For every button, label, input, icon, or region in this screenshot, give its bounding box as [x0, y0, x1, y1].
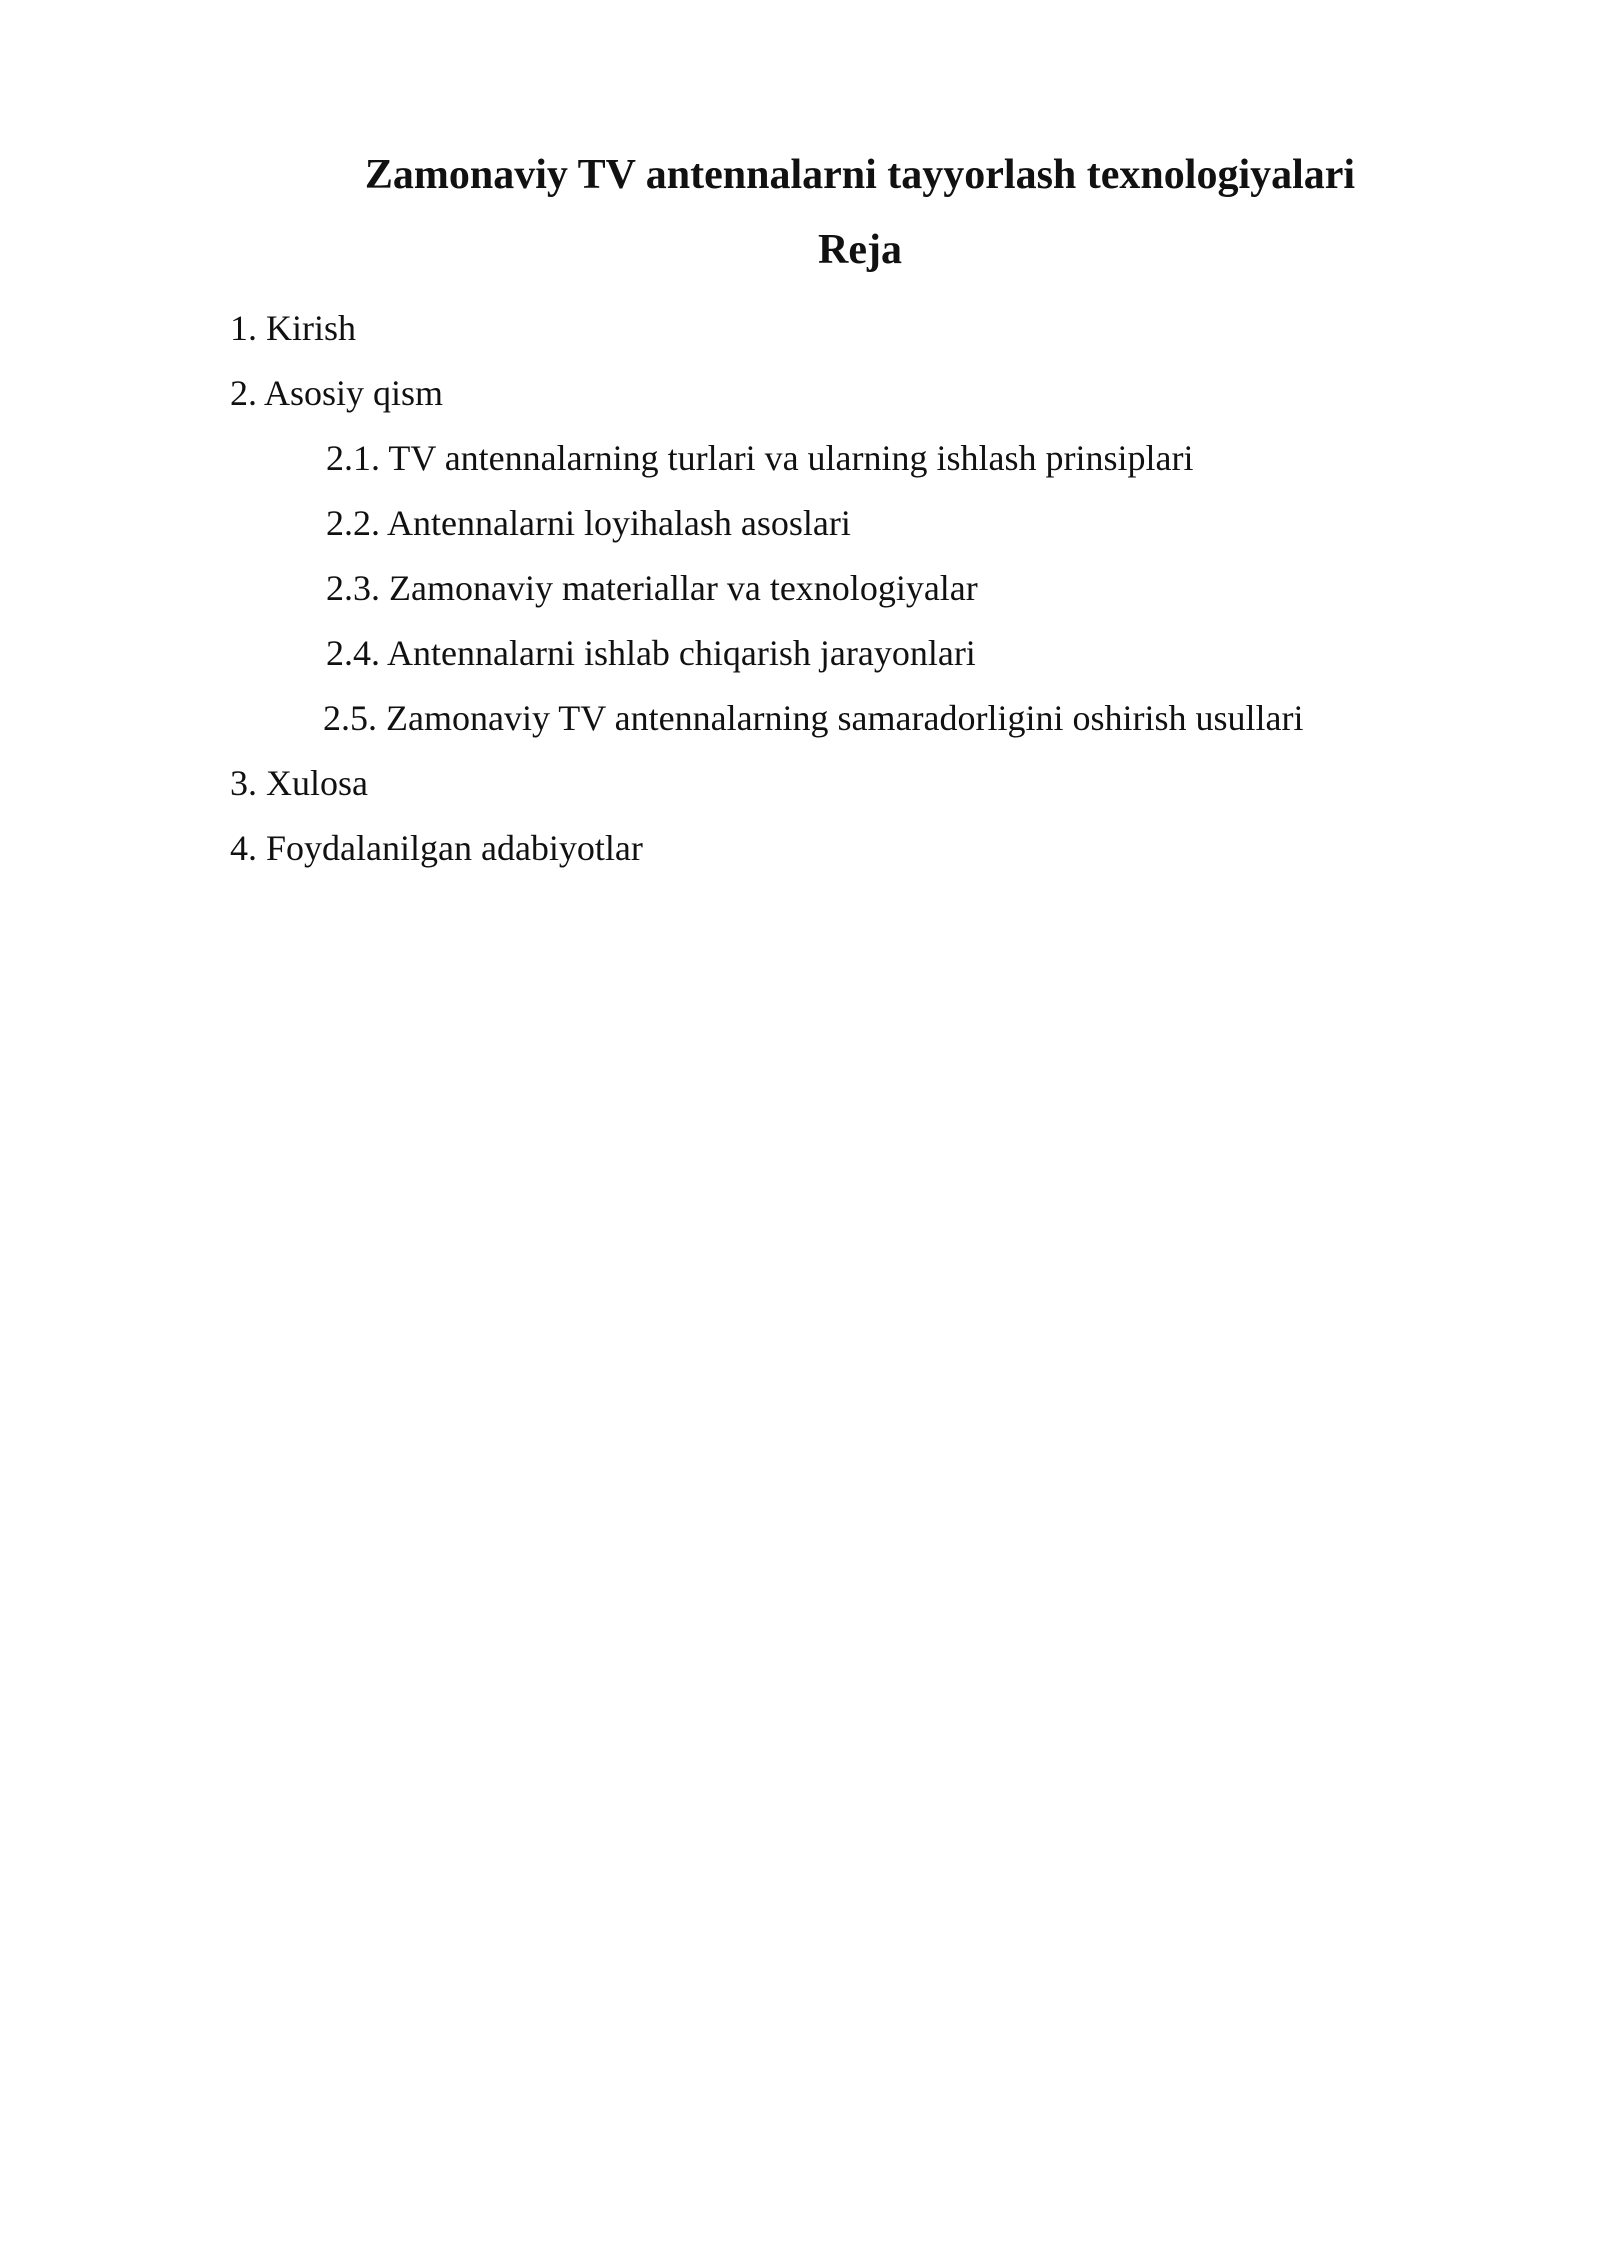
plan-item-number: 2.3.	[326, 568, 380, 608]
plan-item-number: 2.5.	[323, 698, 377, 738]
plan-heading: Reja	[818, 227, 902, 273]
plan-item-text: Xulosa	[266, 763, 368, 803]
plan-item-text: Antennalarni ishlab chiqarish jarayonlari	[387, 633, 976, 673]
plan-subitem-2-3	[230, 556, 1303, 621]
plan-item-text: Antennalarni loyihalash asoslari	[387, 503, 851, 543]
plan-item-text: Kirish	[266, 308, 356, 348]
document-title: Zamonaviy TV antennalarni tayyorlash texnologiyalari	[364, 152, 1356, 198]
plan-item-text: Zamonaviy materiallar va texnologiyalar	[389, 568, 978, 608]
plan-item-number: 2.2.	[326, 503, 380, 543]
plan-item-kirish	[230, 296, 1303, 361]
plan-list	[230, 296, 1303, 881]
plan-item-number: 1.	[230, 308, 257, 348]
plan-item-text: Foydalanilgan adabiyotlar	[266, 828, 643, 868]
plan-item-number: 4.	[230, 828, 257, 868]
plan-item-number: 2.4.	[326, 633, 380, 673]
plan-item-number: 2.1.	[326, 438, 380, 478]
plan-item-adabiyotlar	[230, 816, 1303, 881]
plan-item-asosiy-qism	[230, 361, 1303, 426]
plan-subitem-2-1	[230, 426, 1303, 491]
plan-subitem-2-5	[230, 686, 1303, 751]
plan-item-number: 3.	[230, 763, 257, 803]
plan-subitem-2-4	[230, 621, 1303, 686]
plan-subitem-2-2	[230, 491, 1303, 556]
plan-item-text: TV antennalarning turlari va ularning ishlash prinsiplari	[388, 438, 1194, 478]
plan-item-text: Zamonaviy TV antennalarning samaradorligini oshirish usullari	[386, 698, 1304, 738]
plan-item-text: Asosiy qism	[264, 373, 444, 413]
plan-item-xulosa	[230, 751, 1303, 816]
plan-item-number: 2.	[230, 373, 257, 413]
